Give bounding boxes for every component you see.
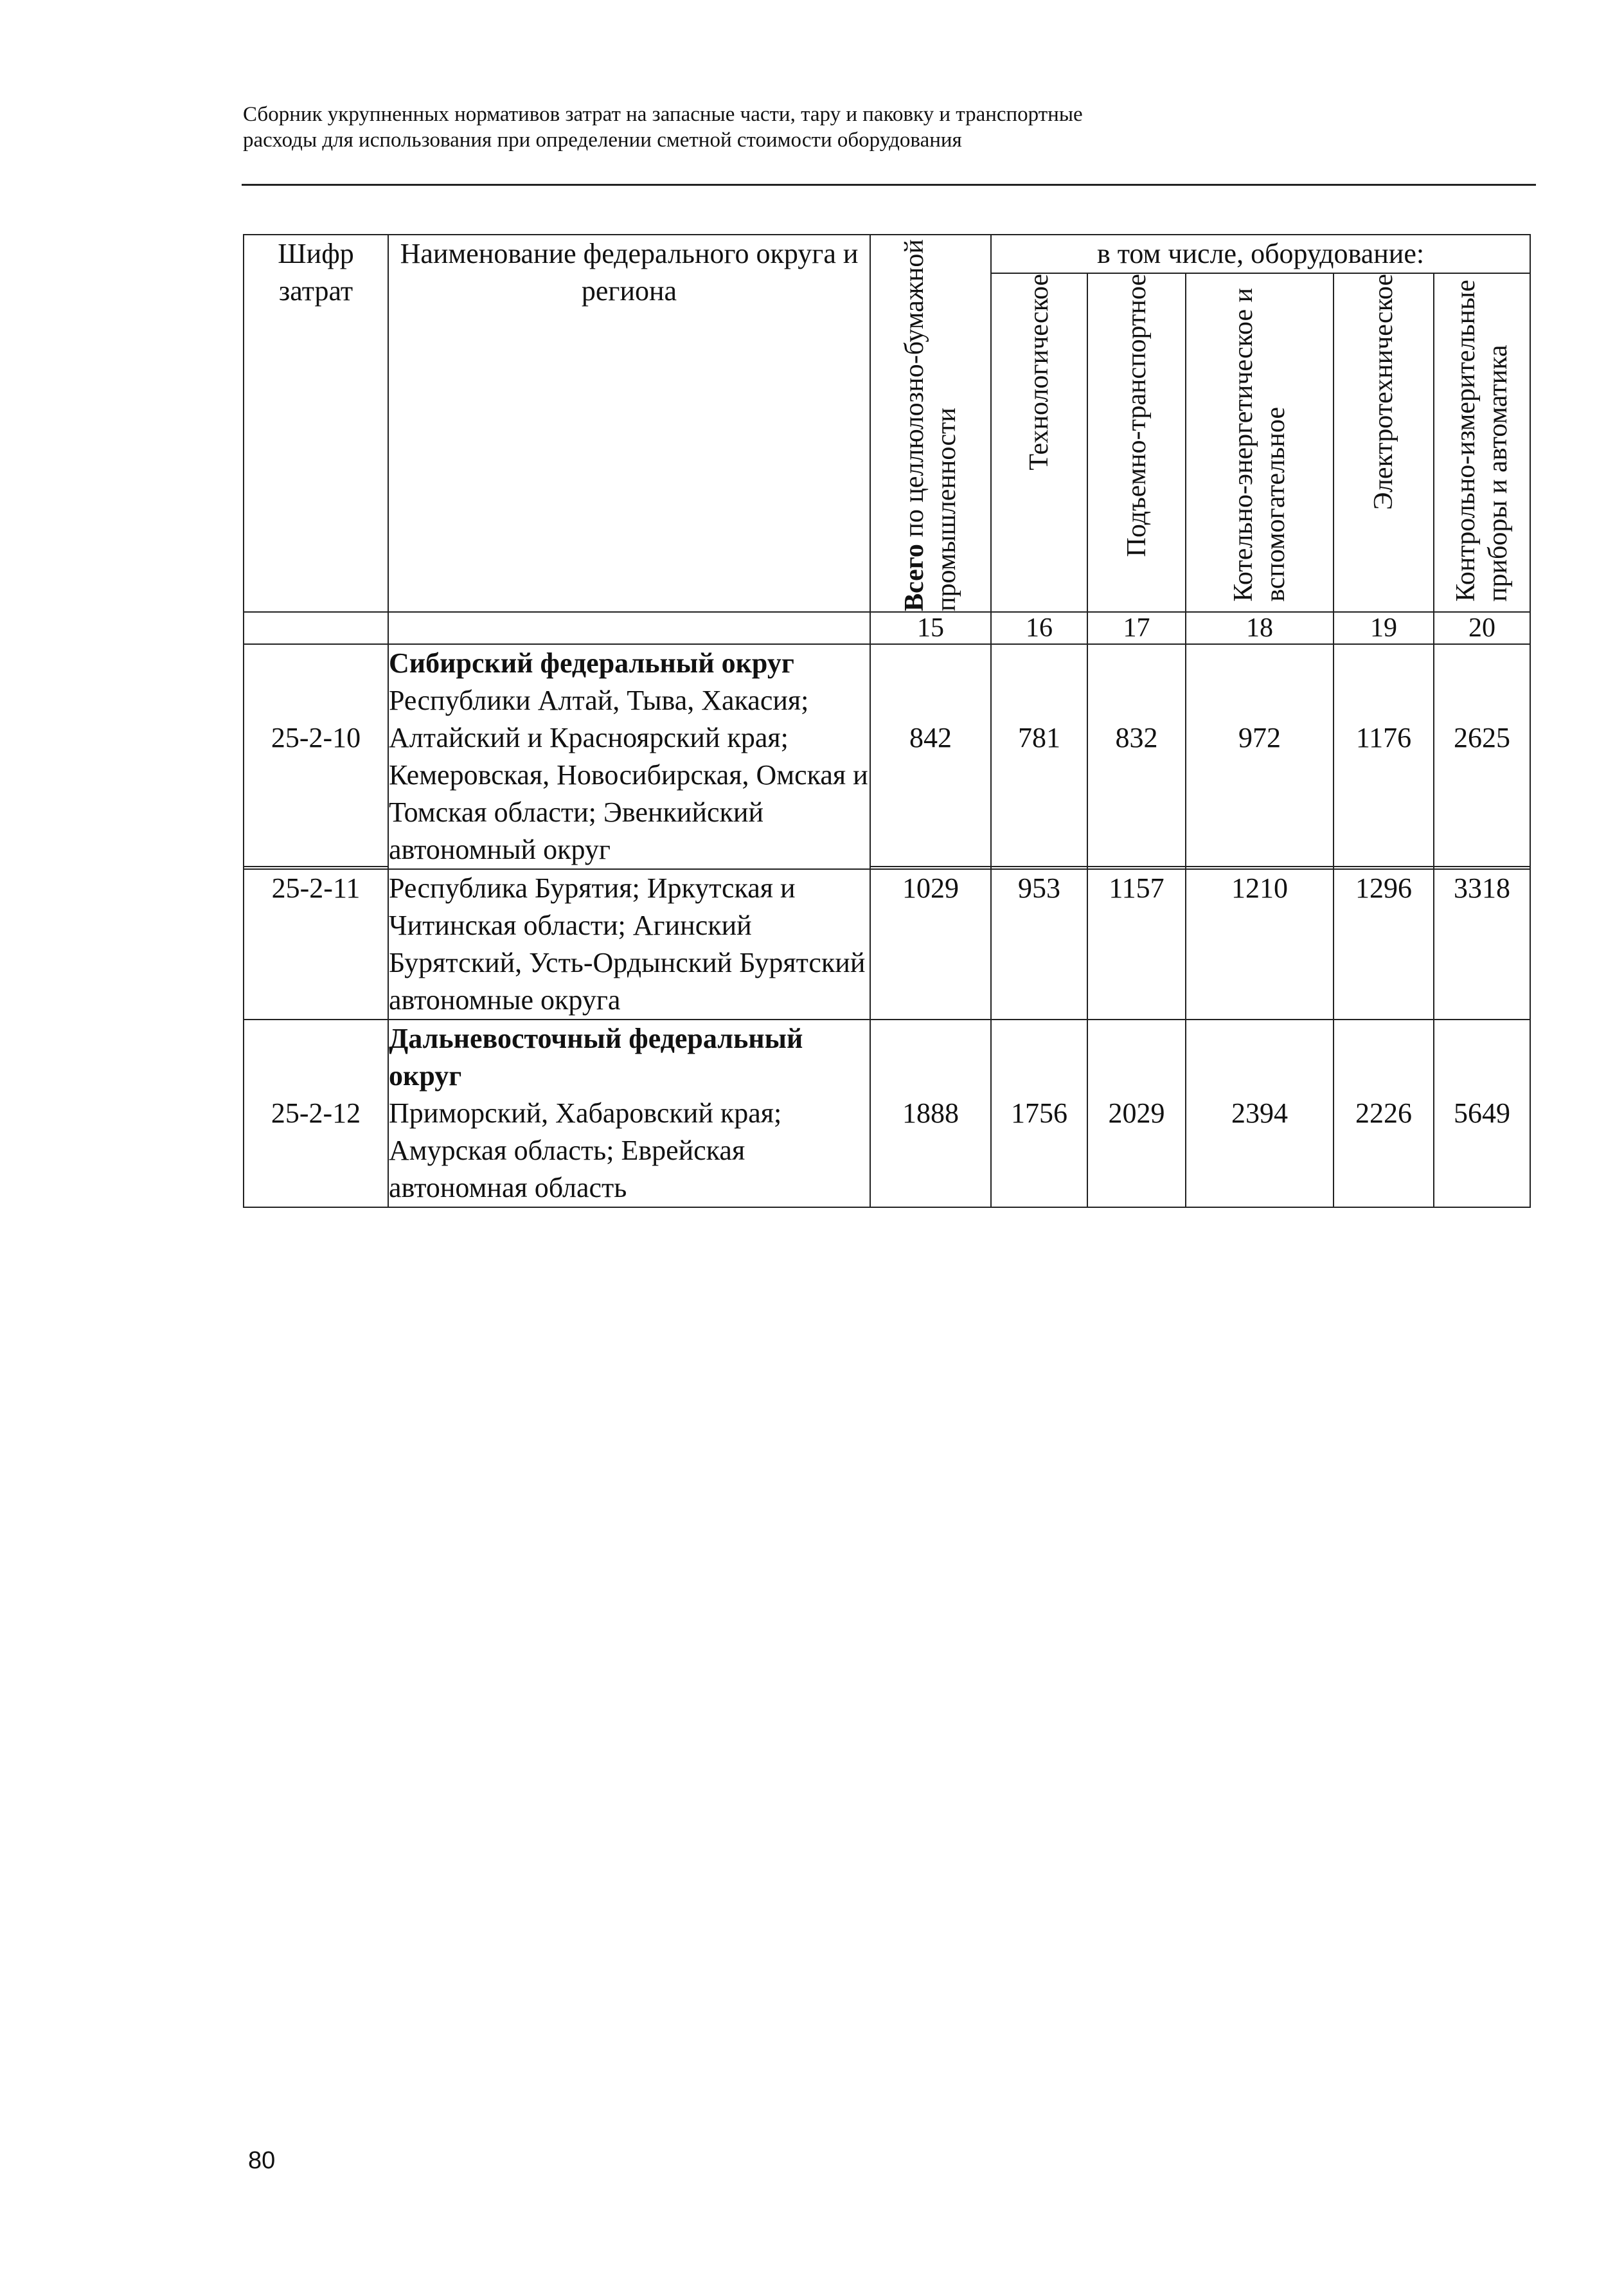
region-list: Республики Алтай, Тыва, Хакасия; Алтайский и Красноярский края; Кемеровская, Новосибирская, Омская и Томская области; Эвенкийский автономный округ (389, 685, 868, 865)
header-lift: Подъемно-транспортное (1087, 273, 1186, 612)
value-lift: 1157 (1087, 869, 1186, 1020)
row-name (388, 644, 870, 869)
row-code: 25-2-10 (244, 644, 388, 867)
value-boiler: 1210 (1186, 869, 1334, 1020)
column-number: 19 (1334, 612, 1434, 644)
value-total: 842 (870, 644, 991, 867)
section-title: Дальневосточный федеральный округ (389, 1023, 803, 1092)
column-number-blank (244, 612, 388, 644)
header-boiler: Котельно-энергетическое и вспомогательное (1186, 273, 1334, 612)
header-total (870, 235, 991, 612)
column-number: 16 (991, 612, 1087, 644)
value-tech: 781 (991, 644, 1087, 867)
column-numbers-row (244, 612, 1530, 644)
value-kip: 2625 (1434, 644, 1530, 867)
row-code: 25-2-12 (244, 1020, 388, 1207)
table-row (244, 644, 1530, 867)
section-title: Сибирский федеральный округ (389, 647, 794, 679)
value-kip: 3318 (1434, 869, 1530, 1020)
value-lift: 832 (1087, 644, 1186, 867)
header-line-1: Сборник укрупненных нормативов затрат на запасные части, тару и паковку и транспортные (243, 103, 1083, 126)
row-name (388, 1020, 870, 1207)
header-electro: Электротехническое (1334, 273, 1434, 612)
header-total-rest: по целлюлозно-бумажной промышленности (900, 239, 961, 611)
column-number: 18 (1186, 612, 1334, 644)
value-electro: 1296 (1334, 869, 1434, 1020)
value-boiler: 972 (1186, 644, 1334, 867)
value-electro: 1176 (1334, 644, 1434, 867)
column-number: 17 (1087, 612, 1186, 644)
header-name: Наименование федерального округа и региона (388, 235, 870, 612)
value-kip: 5649 (1434, 1020, 1530, 1207)
row-name: Республика Бурятия; Иркутская и Читинская области; Агинский Бурятский, Усть-Ордынский Бурятский автономные округа (388, 869, 870, 1020)
header-kip: Контрольно-измерительные приборы и автоматика (1434, 273, 1530, 612)
value-boiler: 2394 (1186, 1020, 1334, 1207)
header-group: в том числе, оборудование: (991, 235, 1530, 273)
header-total-bold: Всего (900, 544, 929, 611)
header-code: Шифр затрат (244, 235, 388, 612)
header-divider (242, 184, 1536, 186)
table-row (244, 869, 1530, 1020)
norms-table (243, 234, 1531, 1208)
value-total: 1029 (870, 869, 991, 1020)
column-number-blank (388, 612, 870, 644)
value-tech: 1756 (991, 1020, 1087, 1207)
value-tech: 953 (991, 869, 1087, 1020)
value-total: 1888 (870, 1020, 991, 1207)
table-row (244, 1020, 1530, 1207)
header-line-2: расходы для использования при определении сметной стоимости оборудования (243, 129, 962, 152)
column-number: 20 (1434, 612, 1530, 644)
header-tech: Технологическое (991, 273, 1087, 612)
page-number: 80 (248, 2147, 276, 2174)
table-header-row (244, 235, 1530, 273)
document-header (243, 102, 1464, 153)
value-lift: 2029 (1087, 1020, 1186, 1207)
row-code: 25-2-11 (244, 869, 388, 1020)
column-number: 15 (870, 612, 991, 644)
region-list: Приморский, Хабаровский края; Амурская область; Еврейская автономная область (389, 1097, 782, 1203)
value-electro: 2226 (1334, 1020, 1434, 1207)
